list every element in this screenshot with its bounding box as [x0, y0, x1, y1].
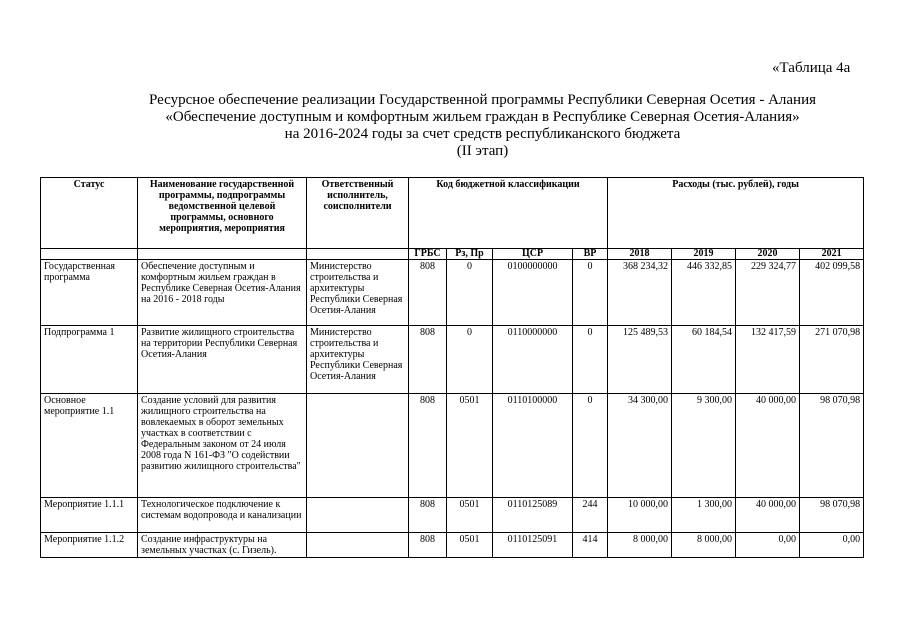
cell-2021: 98 070,98: [800, 394, 864, 498]
cell-rzpr: 0501: [447, 533, 493, 558]
cell-csr: 0110125089: [493, 498, 573, 533]
cell-status: Мероприятие 1.1.2: [41, 533, 138, 558]
subheader-vr: ВР: [573, 249, 608, 260]
cell-2018: 368 234,32: [608, 260, 672, 326]
cell-csr: 0110125091: [493, 533, 573, 558]
cell-status: Основное мероприятие 1.1: [41, 394, 138, 498]
cell-csr: 0100000000: [493, 260, 573, 326]
cell-2021: 0,00: [800, 533, 864, 558]
subheader-csr: ЦСР: [493, 249, 573, 260]
cell-2020: 229 324,77: [736, 260, 800, 326]
cell-2018: 34 300,00: [608, 394, 672, 498]
heading-line: (II этап): [456, 143, 509, 159]
subheader-empty: [307, 249, 409, 260]
table-row: [41, 326, 864, 394]
cell-name: Развитие жилищного строительства на территории Республики Северная Осетия-Алания: [138, 326, 307, 394]
resource-table: [40, 177, 864, 558]
cell-vr: 0: [573, 326, 608, 394]
header-responsible: Ответственный исполнитель, соисполнители: [307, 178, 409, 249]
cell-responsible: [307, 498, 409, 533]
cell-grbs: 808: [409, 394, 447, 498]
cell-grbs: 808: [409, 326, 447, 394]
cell-2020: 40 000,00: [736, 394, 800, 498]
cell-2021: 98 070,98: [800, 498, 864, 533]
cell-rzpr: 0: [447, 260, 493, 326]
cell-2018: 10 000,00: [608, 498, 672, 533]
cell-rzpr: 0: [447, 326, 493, 394]
cell-2021: 402 099,58: [800, 260, 864, 326]
table-row: [41, 260, 864, 326]
cell-grbs: 808: [409, 533, 447, 558]
cell-responsible: Министерство строительства и архитектуры Республики Северная Осетия-Алания: [307, 326, 409, 394]
cell-name: Технологическое подключение к системам водопровода и канализации: [138, 498, 307, 533]
cell-csr: 0110000000: [493, 326, 573, 394]
heading-line: Ресурсное обеспечение реализации Государственной программы Республики Северная Осетия - Алания: [148, 92, 817, 108]
cell-2020: 0,00: [736, 533, 800, 558]
subheader-2021: 2021: [800, 249, 864, 260]
header-row: [41, 178, 864, 249]
table-row: [41, 533, 864, 558]
cell-responsible: [307, 394, 409, 498]
cell-responsible: Министерство строительства и архитектуры Республики Северная Осетия-Алания: [307, 260, 409, 326]
cell-name: Обеспечение доступным и комфортным жильем граждан в Республике Северная Осетия-Алания на 2016 - 2018 годы: [138, 260, 307, 326]
cell-grbs: 808: [409, 498, 447, 533]
cell-2020: 40 000,00: [736, 498, 800, 533]
cell-2019: 1 300,00: [672, 498, 736, 533]
header-status: Статус: [41, 178, 138, 249]
cell-vr: 414: [573, 533, 608, 558]
cell-status: Подпрограмма 1: [41, 326, 138, 394]
header-name: Наименование государственной программы, подпрограммы ведомственной целевой программы, основного мероприятия, мероприятия: [138, 178, 307, 249]
cell-name: Создание условий для развития жилищного строительства на вовлекаемых в оборот земельных участках в соответствии с Федеральным законом от 24 июля 2008 года N 161-ФЗ "О содействии развитию жилищного строительства": [138, 394, 307, 498]
cell-rzpr: 0501: [447, 498, 493, 533]
cell-csr: 0110100000: [493, 394, 573, 498]
table-row: [41, 498, 864, 533]
cell-status: Государственная программа: [41, 260, 138, 326]
heading-line: на 2016-2024 годы за счет средств республиканского бюджета: [284, 126, 681, 142]
cell-vr: 244: [573, 498, 608, 533]
subheader-2019: 2019: [672, 249, 736, 260]
cell-vr: 0: [573, 260, 608, 326]
subheader-row: [41, 249, 864, 260]
header-kbk: Код бюджетной классификации: [409, 178, 608, 249]
subheader-2020: 2020: [736, 249, 800, 260]
subheader-empty: [41, 249, 138, 260]
subheader-rzpr: Рз, Пр: [447, 249, 493, 260]
cell-2019: 60 184,54: [672, 326, 736, 394]
cell-responsible: [307, 533, 409, 558]
document-heading: [60, 92, 905, 160]
cell-2021: 271 070,98: [800, 326, 864, 394]
heading-line: «Обеспечение доступным и комфортным жильем граждан в Республике Северная Осетия-Алания»: [165, 109, 800, 125]
cell-2018: 8 000,00: [608, 533, 672, 558]
cell-grbs: 808: [409, 260, 447, 326]
subheader-empty: [138, 249, 307, 260]
cell-name: Создание инфраструктуры на земельных участках (с. Гизель).: [138, 533, 307, 558]
cell-2019: 9 300,00: [672, 394, 736, 498]
cell-2019: 446 332,85: [672, 260, 736, 326]
cell-rzpr: 0501: [447, 394, 493, 498]
cell-2019: 8 000,00: [672, 533, 736, 558]
header-expenses: Расходы (тыс. рублей), годы: [608, 178, 864, 249]
subheader-2018: 2018: [608, 249, 672, 260]
table-label: «Таблица 4а: [772, 60, 851, 76]
table-row: [41, 394, 864, 498]
cell-2018: 125 489,53: [608, 326, 672, 394]
cell-vr: 0: [573, 394, 608, 498]
cell-status: Мероприятие 1.1.1: [41, 498, 138, 533]
subheader-grbs: ГРБС: [409, 249, 447, 260]
cell-2020: 132 417,59: [736, 326, 800, 394]
